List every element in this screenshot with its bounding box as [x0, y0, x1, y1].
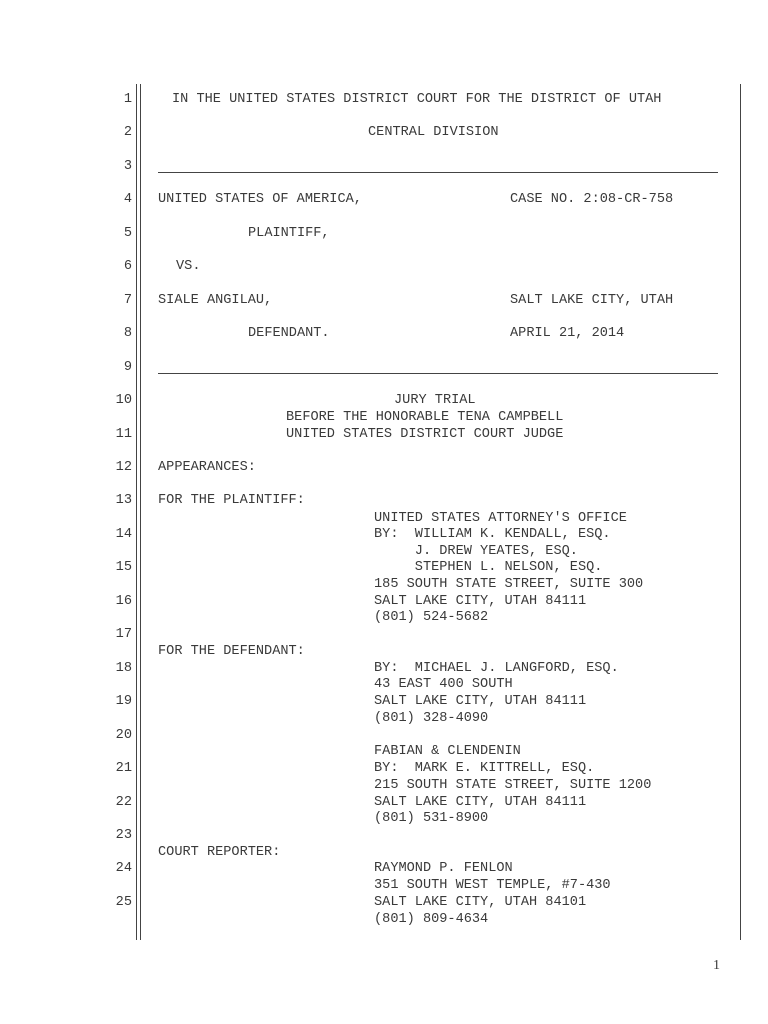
line-number: 11 [115, 427, 132, 442]
line-number: 14 [115, 527, 132, 542]
case-number: CASE NO. 2:08-CR-758 [510, 192, 674, 207]
line-number: 19 [115, 694, 132, 709]
plaintiff-role: PLAINTIFF, [248, 226, 330, 241]
trial-location: SALT LAKE CITY, UTAH [510, 293, 674, 308]
appearances-heading: APPEARANCES: [158, 460, 256, 475]
court-reporter-line: RAYMOND P. FENLON [374, 861, 513, 876]
plaintiff-counsel-line: STEPHEN L. NELSON, ESQ. [374, 560, 603, 575]
line-number: 25 [115, 895, 132, 910]
court-reporter-line: 351 SOUTH WEST TEMPLE, #7-430 [374, 878, 611, 893]
line-number: 15 [115, 560, 132, 575]
line-number: 12 [115, 460, 132, 475]
plaintiff-counsel-line: 185 SOUTH STATE STREET, SUITE 300 [374, 577, 644, 592]
line-number: 20 [115, 728, 132, 743]
plaintiff-counsel-line: (801) 524-5682 [374, 610, 489, 625]
line-number: 24 [115, 861, 132, 876]
left-margin-rule-outer [136, 84, 137, 940]
line-number: 7 [123, 293, 132, 308]
plaintiff-counsel-line: SALT LAKE CITY, UTAH 84111 [374, 594, 587, 609]
plaintiff-name: UNITED STATES OF AMERICA, [158, 192, 362, 207]
defendant-counsel-line: BY: MICHAEL J. LANGFORD, ESQ. [374, 661, 619, 676]
defendant-role: DEFENDANT. [248, 326, 330, 341]
left-margin-rule-inner [140, 84, 141, 940]
judge-line: BEFORE THE HONORABLE TENA CAMPBELL [286, 410, 564, 425]
court-reporter-line: SALT LAKE CITY, UTAH 84101 [374, 895, 587, 910]
division-name: CENTRAL DIVISION [368, 125, 499, 140]
defendant-firm-line: FABIAN & CLENDENIN [374, 744, 521, 759]
caption-rule-bottom [158, 373, 718, 374]
court-name: IN THE UNITED STATES DISTRICT COURT FOR THE DISTRICT OF UTAH [172, 92, 662, 107]
line-number: 18 [115, 661, 132, 676]
court-reporter-label: COURT REPORTER: [158, 845, 281, 860]
defendant-counsel-line: (801) 328-4090 [374, 711, 489, 726]
defendant-firm-line: (801) 531-8900 [374, 811, 489, 826]
plaintiff-counsel-line: J. DREW YEATES, ESQ. [374, 544, 578, 559]
line-number: 10 [115, 393, 132, 408]
line-number: 22 [115, 795, 132, 810]
proceeding-title: JURY TRIAL [394, 393, 476, 408]
defendant-firm-line: 215 SOUTH STATE STREET, SUITE 1200 [374, 778, 652, 793]
line-number: 6 [123, 259, 132, 274]
line-number: 16 [115, 594, 132, 609]
line-number: 8 [123, 326, 132, 341]
line-number: 17 [115, 627, 132, 642]
trial-date: APRIL 21, 2014 [510, 326, 625, 341]
line-number: 9 [123, 360, 132, 375]
line-number: 13 [115, 493, 132, 508]
defendant-counsel-line: 43 EAST 400 SOUTH [374, 677, 513, 692]
page-number: 1 [713, 958, 720, 973]
line-number: 2 [123, 125, 132, 140]
line-number: 5 [123, 226, 132, 241]
line-number: 3 [123, 159, 132, 174]
plaintiff-counsel-line: BY: WILLIAM K. KENDALL, ESQ. [374, 527, 611, 542]
defendant-name: SIALE ANGILAU, [158, 293, 273, 308]
court-reporter-line: (801) 809-4634 [374, 912, 489, 927]
judge-title: UNITED STATES DISTRICT COURT JUDGE [286, 427, 564, 442]
line-number: 4 [123, 192, 132, 207]
defendant-counsel-line: SALT LAKE CITY, UTAH 84111 [374, 694, 587, 709]
defendant-firm-line: BY: MARK E. KITTRELL, ESQ. [374, 761, 595, 776]
line-number: 21 [115, 761, 132, 776]
defendant-firm-line: SALT LAKE CITY, UTAH 84111 [374, 795, 587, 810]
defendant-counsel-label: FOR THE DEFENDANT: [158, 644, 305, 659]
line-number: 1 [123, 92, 132, 107]
line-number: 23 [115, 828, 132, 843]
versus-label: VS. [176, 259, 201, 274]
caption-rule-top [158, 172, 718, 173]
plaintiff-counsel-label: FOR THE PLAINTIFF: [158, 493, 305, 508]
right-margin-rule [740, 84, 741, 940]
plaintiff-counsel-line: UNITED STATES ATTORNEY'S OFFICE [374, 511, 627, 526]
